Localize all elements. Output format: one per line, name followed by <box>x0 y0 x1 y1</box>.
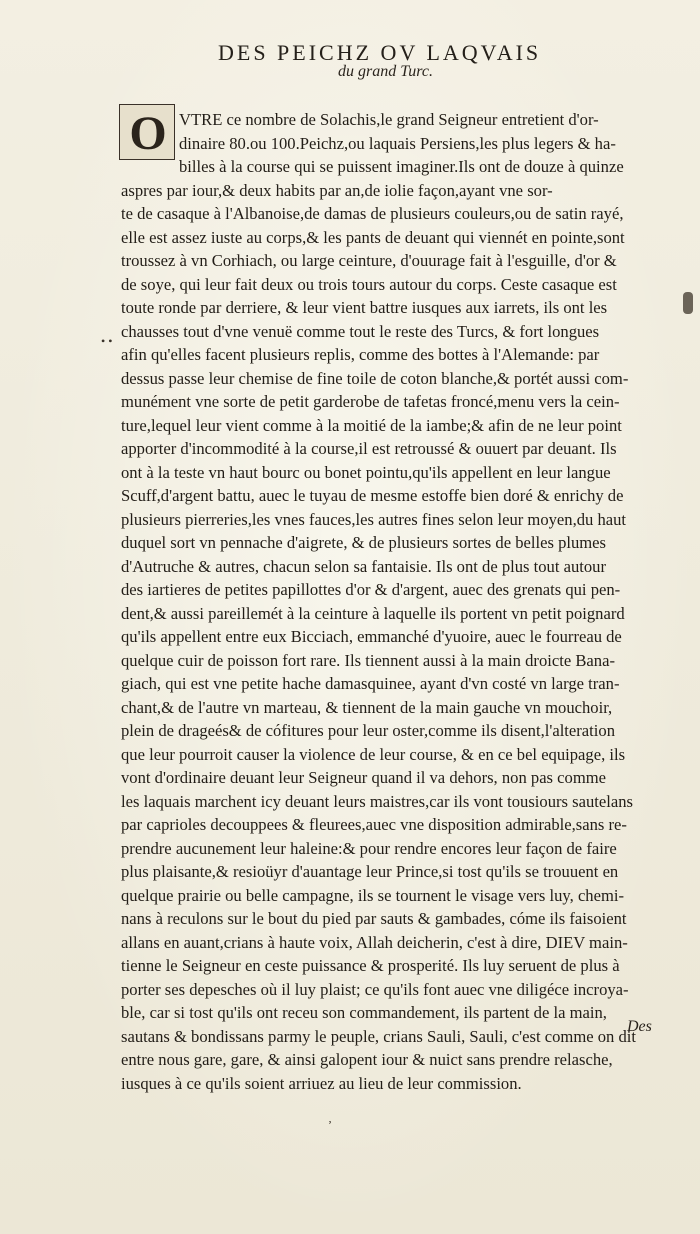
text-line: dessus passe leur chemise de fine toile de coton blanche,& portét aussi com- <box>121 368 629 388</box>
text-line: plusieurs pierreries,les vnes fauces,les autres fines selon leur moyen,du haut <box>121 509 627 529</box>
text-line: sautans & bondissans parmy le peuple, crians Sauli, Sauli, c'est comme on dit <box>121 1026 636 1046</box>
text-line: de soye, qui leur fait deux ou trois tours autour du corps. Ceste casaque est <box>121 274 617 294</box>
body-text <box>121 108 651 1095</box>
text-line: les laquais marchent icy deuant leurs maistres,car ils vont tousiours sautelans <box>121 791 633 811</box>
text-line: plus plaisante,& resioüyr d'auantage leur Prince,si tost qu'ils se trouuent en <box>121 862 619 881</box>
text-line: dinaire 80.ou 100.Peichz,ou laquais Persiens,les plus legers & ha- <box>179 133 616 153</box>
decorated-initial-letter: O <box>129 107 167 160</box>
text-line: tienne le Seigneur en ceste puissance & prosperité. Ils luy seruent de plus à <box>121 956 620 975</box>
text-line: quelque prairie ou belle campagne, ils se tournent le visage vers luy, chemi- <box>121 885 625 905</box>
text-line: chant,& de l'autre vn marteau, & tiennent de la main gauche vn mouchoir, <box>121 697 613 717</box>
text-line: d'Autruche & autres, chacun selon sa fantaisie. Ils ont de plus tout autour <box>121 556 607 576</box>
text-line: des iartieres de petites papillottes d'or & d'argent, auec des grenats qui pen- <box>121 580 621 599</box>
text-line: que leur pourroit causer la violence de leur course, & en ce bel equipage, ils <box>121 744 626 764</box>
text-line: allans en auant,crians à haute voix, Allah deicherin, c'est à dire, DIEV main- <box>121 932 628 952</box>
text-line: entre nous gare, gare, & ainsi galopent iour & nuict sans prendre relasche, <box>121 1050 613 1069</box>
text-line: ont à la teste vn haut bourc ou bonet pointu,qu'ils appellent en leur langue <box>121 462 611 482</box>
text-line: par caprioles decouppees & fleurees,auec vne disposition admirable,sans re- <box>121 815 627 834</box>
page-title: DES PEICHZ OV LAQVAIS <box>218 40 542 65</box>
text-line: vont d'ordinaire deuant leur Seigneur quand il va dehors, non pas comme <box>121 768 607 787</box>
text-line: munément vne sorte de petit garderobe de tafetas froncé,menu vers la cein- <box>121 392 620 411</box>
text-line: ble, car si tost qu'ils ont receu son commandement, ils partent de la main, <box>121 1003 607 1022</box>
catchword: Des <box>627 1018 652 1035</box>
text-line: giach, qui est vne petite hache damasquinee, ayant d'vn costé vn large tran- <box>121 674 620 693</box>
text-line: prendre aucunement leur haleine:& pour rendre encores leur façon de faire <box>121 838 617 858</box>
text-line: chausses tout d'vne venuë comme tout le reste des Turcs, & fort longues <box>121 321 600 341</box>
stray-ink-mark: ʼ <box>328 1118 332 1132</box>
text-line: nans à reculons sur le bout du pied par sauts & gambades, cóme ils faisoient <box>121 909 627 928</box>
text-line: toute ronde par derriere, & leur vient battre iusques aux iarrets, ils ont les <box>121 298 608 317</box>
text-line: elle est assez iuste au corps,& les pants de deuant qui viennét en pointe,sont <box>121 227 625 247</box>
text-line: porter ses depesches où il luy plaist; ce qu'ils font auec vne diligéce incroya- <box>121 979 629 999</box>
text-line: VTRE ce nombre de Solachis,le grand Seigneur entretient d'or- <box>179 110 599 129</box>
margin-dot-mark: • • <box>101 334 113 348</box>
text-line: iusques à ce qu'ils soient arriuez au lieu de leur commission. <box>121 1073 522 1093</box>
text-line: plein de drageés& de cófitures pour leur oster,comme ils disent,l'alteration <box>121 721 615 740</box>
margin-ink-blot <box>683 292 693 314</box>
text-line: quelque cuir de poisson fort rare. Ils tiennent aussi à la main droicte Bana- <box>121 650 615 670</box>
text-line: duquel sort vn pennache d'aigrete, & de plusieurs sortes de belles plumes <box>121 533 607 552</box>
page-subtitle: du grand Turc. <box>338 63 433 80</box>
text-line: dent,& aussi pareillemét à la ceinture à laquelle ils portent vn petit poignard <box>121 603 625 623</box>
text-line: ture,lequel leur vient comme à la moitié de la iambe;& afin de ne leur point <box>121 415 622 435</box>
text-line: afin qu'elles facent plusieurs replis, comme des bottes à l'Alemande: par <box>121 345 600 364</box>
text-line: qu'ils appellent entre eux Bicciach, emmanché d'yuoire, auec le fourreau de <box>121 627 622 646</box>
text-line: Scuff,d'argent battu, auec le tuyau de mesme estoffe bien doré & enrichy de <box>121 486 624 505</box>
text-line: te de casaque à l'Albanoise,de damas de plusieurs couleurs,ou de satin rayé, <box>121 204 624 223</box>
text-line: troussez à vn Corhiach, ou large ceinture, d'ouurage fait à l'esguille, d'or & <box>121 251 617 270</box>
text-line: aspres par iour,& deux habits par an,de iolie façon,ayant vne sor- <box>121 180 553 200</box>
text-line: billes à la course qui se puissent imaginer.Ils ont de douze à quinze <box>179 157 624 176</box>
text-line: apporter d'incommodité à la course,il est retroussé & ouuert par deuant. Ils <box>121 439 617 458</box>
